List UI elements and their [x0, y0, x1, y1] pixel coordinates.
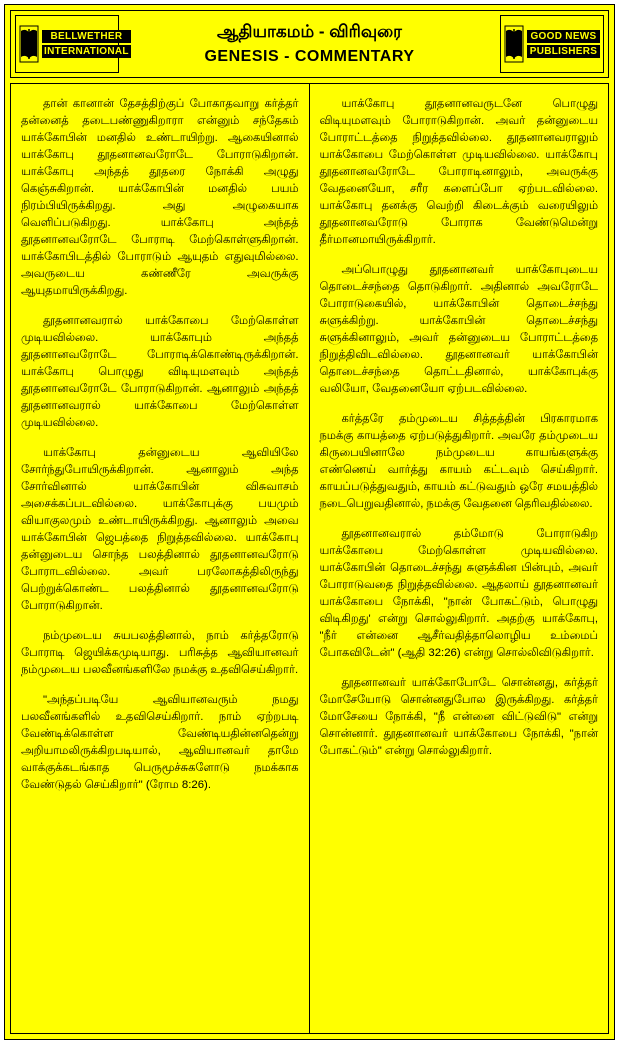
paragraph: "அந்தப்படியே ஆவியானவரும் நமது பலவீனங்களில் உதவிசெய்கிறார். நாம் ஏற்றபடி வேண்டிக்கொள்ள வேண்டியதின்னதென்று அறியாமலிருக்கிறபடியால், ஆவியானவர் தாமே வாக்குக்கடங்காத பெருமூச்சுகளோடு நமக்காக வேண்டுதல் செய்கிறார்" (ரோம 8:26).	[21, 694, 299, 791]
paragraph: நம்முடைய சுயபலத்தினால், நாம் கர்த்தரோடு போராடி ஜெயிக்கமுடியாது. பரிசுத்த ஆவியானவர் நம்முடைய பலவீனங்களிலே நமக்கு உதவிசெய்கிறார்.	[21, 630, 299, 676]
publisher-logo-left	[15, 15, 129, 73]
paragraph: தூதனானவரால் யாக்கோபை மேற்கொள்ள முடியவில்லை. யாக்கோபும் அந்தத் தூதனானவரோடே போராடிக்கொண்டிருக்கிறான். யாக்கோபு பொழுது விடியுமளவும் அந்தத் தூதனானவரோடே போராடுகிறான். ஆனாலும் அந்தத் தூதனானவரால் யாக்கோபை மேற்கொள்ள முடியவில்லை.	[21, 315, 299, 429]
publisher-logo-right	[500, 15, 604, 73]
paragraph: தூதனானவரால் தம்மோடு போராடுகிற யாக்கோபை மேற்கொள்ள முடியவில்லை. யாக்கோபின் தொடைச்சந்து சுளுக்கின பின்பும், அவர் போராடுவதை நிறுத்தவில்லை. ஆதலாய் தூதனானவர் யாக்கோபை நோக்கி, "நான் போகட்டும், பொழுது விடிகிறது' என்று சொல்லுகிறார். அதற்கு யாக்கோபு, "நீர் என்னை ஆசீர்வதித்தாலொழிய உம்மைப் போகவிடேன்" (ஆதி 32:26) என்று சொல்லிவிடுகிறார்.	[319, 528, 598, 659]
title-block	[123, 11, 496, 77]
publisher-logo-left-text	[42, 30, 131, 58]
open-book-icon	[19, 22, 39, 66]
paragraph: தான் கானான் தேசத்திற்குப் போகாதவாறு கர்த்தர் தன்னைத் தடைபண்ணுகிறாரா என்னும் சந்தேகம் யாக்கோபின் மனதில் உண்டாயிற்று. ஆகையினால் யாக்கோபு தூதனானவரோடே போராடுகிறான். யாக்கோபு அந்தத் தூதரை நோக்கி அழுது கெஞ்சுகிறான். யாக்கோபின் மனதில் பயம் நிரம்பியிருக்கிறது. அது அழுகையாக வெளிப்படுகிறது. யாக்கோபு அந்தத் தூதனானவரோடே போராடி மேற்கொள்ளுகிறான். யாக்கோபிடத்தில் போராடும் ஆயுதம் எதுவுமில்லை. அவருடைய கண்ணீரே அவருக்கு ஆயுதமாயிருக்கிறது.	[21, 98, 299, 297]
page-title-tamil: ஆதியாகமம் - விரிவுரை	[217, 22, 402, 41]
page-title-english: GENESIS - COMMENTARY	[204, 48, 415, 65]
publisher-right-line1: GOOD NEWS	[527, 30, 600, 43]
paragraph: கர்த்தரே தம்முடைய சித்தத்தின் பிரகாரமாக நமக்கு காயத்தை ஏற்படுத்துகிறார். அவரே தம்முடைய கிருபையினாலே நம்முடைய காயங்களுக்கு எண்ணெய் வார்த்து காயம் கட்டவும் செய்கிறார். காயப்படுத்துவதும், காயம் கட்டுவதும் ஒரே சமயத்தில் நடைபெறுவதினால், நமக்கு வேதனை தெரிவதில்லை.	[319, 413, 598, 510]
text-column-left	[11, 84, 310, 1033]
text-column-right	[310, 84, 609, 1033]
publisher-right-line2: PUBLISHERS	[527, 45, 600, 58]
publisher-logo-right-text	[527, 30, 600, 58]
open-book-icon	[504, 22, 524, 66]
publisher-left-line2: INTERNATIONAL	[44, 46, 129, 57]
paragraph: யாக்கோபு தன்னுடைய ஆவியிலே சோர்ந்துபோயிருக்கிறான். ஆனாலும் அந்த சோர்வினால் யாக்கோபின் விசுவாசம் அசைக்கப்படவில்லை. யாக்கோபுக்கு பயமும் வியாகுலமும் உண்டாயிருக்கிறது. ஆனாலும் அவை யாக்கோபின் ஜெபத்தை நிறுத்தவில்லை. யாக்கோபு தன்னுடைய சொந்த பலத்தினால் தூதனானவரோடு போராடவில்லை. அவர் பரலோகத்திலிருந்து பெற்றுக்கொண்ட பலத்தினால் தூதனானவரோடு போராடுகிறான்.	[21, 447, 299, 612]
paragraph: அப்பொழுது தூதனானவர் யாக்கோபுடைய தொடைச்சந்தை தொடுகிறார். அதினால் அவரோடே போராடுகையில், யாக்கோபின் தொடைச்சந்து சுளுக்கிற்று. யாக்கோபின் தொடைச்சந்து சுளுக்கினாலும், அவர் தன்னுடைய போராட்டத்தை நிறுத்திவிடவில்லை. தூதனானவர் யாக்கோபின் தொடைச்சந்தை தொட்டதினால், யாக்கோபுக்கு வலியோ, வேதனையோ ஏற்படவில்லை.	[319, 264, 598, 395]
document-header	[10, 10, 609, 78]
publisher-left-line1: BELLWETHER	[42, 30, 131, 43]
paragraph: தூதனானவர் யாக்கோபோடே சொன்னது, கர்த்தர் மோசேயோடு சொன்னதுபோல இருக்கிறது. கர்த்தர் மோசேயை நோக்கி, "நீ என்னை விட்டுவிடு" என்று சொன்னார். தூதனானவர் யாக்கோபை நோக்கி, "நான் போகட்டும்" என்று சொல்லுகிறார்.	[319, 677, 598, 757]
document-sheet	[4, 4, 615, 1040]
paragraph: யாக்கோபு தூதனானவருடனே பொழுது விடியுமளவும் போராடுகிறான். அவர் தன்னுடைய போராட்டத்தை நிறுத்தவில்லை. தூதனானவராலும் யாக்கோபை மேற்கொள்ள முடியவில்லை. யாக்கோபு தூதனானவரோடே போராடினாலும், அவருக்கு வேதனையோ, சரீர களைப்போ ஏற்படவில்லை. யாக்கோபு தனக்கு வெற்றி கிடைக்கும் வரையிலும் தூதனானவரோடு போராக வேண்டுமென்று தீர்மானமாயிருக்கிறார்.	[319, 98, 598, 246]
document-body	[10, 83, 609, 1034]
